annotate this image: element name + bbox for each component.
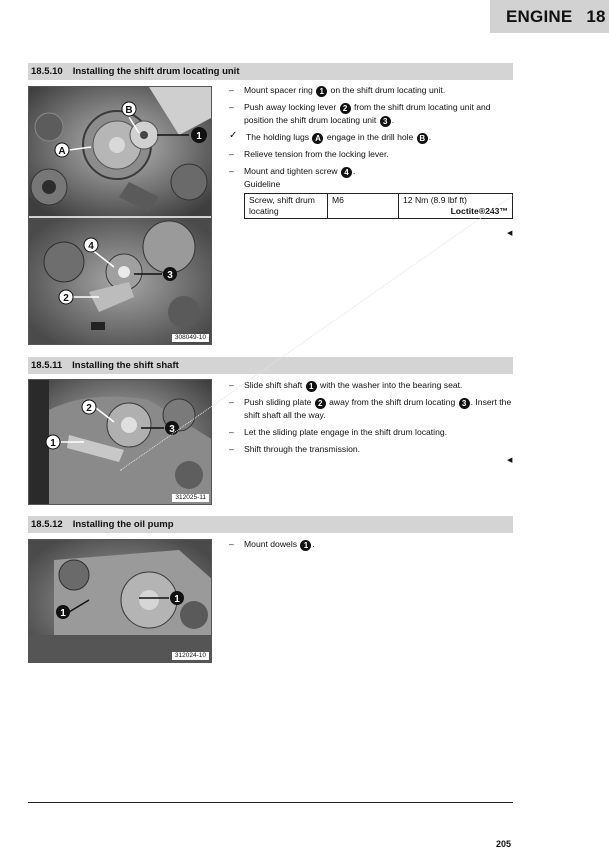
step-item: – Push sliding plate 2 away from the shift drum locating 3 . Insert the shift shaft all the way. <box>229 397 512 420</box>
engine-photo-drawing <box>29 540 212 663</box>
callout-3: 3 <box>169 424 175 435</box>
chapter-number: 18 <box>586 6 606 26</box>
section-number: 18.5.11 <box>31 360 63 371</box>
step-item: – Shift through the transmission. <box>229 443 361 454</box>
section-title: Installing the shift drum locating unit <box>72 66 240 77</box>
section-end-marker: ◀ <box>507 230 513 237</box>
page-number: 205 <box>496 839 512 849</box>
section-heading-18-5-12 <box>28 516 513 533</box>
callout-4: 4 <box>88 241 94 252</box>
callout-1: 1 <box>174 594 180 605</box>
section-number: 18.5.10 <box>31 66 63 77</box>
photo-reference-id: 308049-10 <box>172 334 209 343</box>
spec-thread: M6 <box>328 194 399 219</box>
step-item: – Mount and tighten screw 4 . <box>229 165 356 177</box>
callout-1: 1 <box>196 131 202 142</box>
step-item: – Let the sliding plate engage in the shift drum locating. <box>229 426 448 437</box>
section-number: 18.5.12 <box>31 519 63 530</box>
ref-badge: B <box>417 133 428 144</box>
step-item: – Mount spacer ring 1 on the shift drum locating unit. <box>229 85 446 96</box>
steps-list-18-5-10 <box>229 84 519 178</box>
engine-photo-drawing <box>29 380 212 505</box>
callout-3: 3 <box>167 270 173 281</box>
ref-badge: 1 <box>300 540 311 551</box>
section-title: Installing the oil pump <box>72 519 174 530</box>
step-item: – Push away locking lever 2 from the shift drum locating unit and position the shift drum locating unit 3 . <box>229 102 491 126</box>
steps-list-18-5-12 <box>229 538 519 551</box>
chapter-tab <box>490 0 609 33</box>
engine-photo-shift-shaft <box>28 379 212 505</box>
guideline-label: Guideline <box>244 179 281 189</box>
ref-badge: 4 <box>341 167 352 178</box>
ref-badge: 1 <box>306 381 317 392</box>
photo-reference-id: 312025-11 <box>172 494 209 503</box>
steps-list-18-5-11 <box>229 379 519 455</box>
ref-badge: A <box>312 133 323 144</box>
photo-reference-id: 312024-10 <box>172 652 209 661</box>
section-heading-18-5-10 <box>28 63 513 80</box>
step-item: – Slide shift shaft 1 with the washer into the bearing seat. <box>229 380 463 391</box>
chapter-title: ENGINE <box>506 6 573 26</box>
ref-badge: 3 <box>380 116 391 127</box>
step-item: – Relieve tension from the locking lever. <box>229 149 389 159</box>
callout-1: 1 <box>50 438 56 449</box>
spec-torque: 12 Nm (8.9 lbf ft) <box>403 195 467 205</box>
callout-1: 1 <box>60 608 66 619</box>
ref-badge: 2 <box>340 103 351 114</box>
engine-photo-shift-drum <box>28 86 212 345</box>
callout-2: 2 <box>63 293 69 304</box>
callout-2: 2 <box>86 403 92 414</box>
footer-rule <box>28 802 513 803</box>
ref-badge: 3 <box>459 398 470 409</box>
spec-compound: Loctite®243™ <box>450 206 508 216</box>
callout-A: A <box>58 146 66 157</box>
section-title: Installing the shift shaft <box>72 360 179 371</box>
spec-name: Screw, shift drum locating <box>245 194 328 219</box>
engine-photo-drawing <box>29 87 212 345</box>
callout-B: B <box>125 105 133 116</box>
torque-spec-table <box>244 193 513 219</box>
engine-photo-oil-pump <box>28 539 212 663</box>
ref-badge: 1 <box>316 86 327 97</box>
step-check-item: ✓ The holding lugs A engage in the drill hole B . <box>229 130 432 143</box>
check-icon: ✓ <box>229 130 238 141</box>
section-end-marker: ◀ <box>507 457 513 464</box>
ref-badge: 2 <box>315 398 326 409</box>
step-item: – Mount dowels 1 . <box>229 539 315 550</box>
